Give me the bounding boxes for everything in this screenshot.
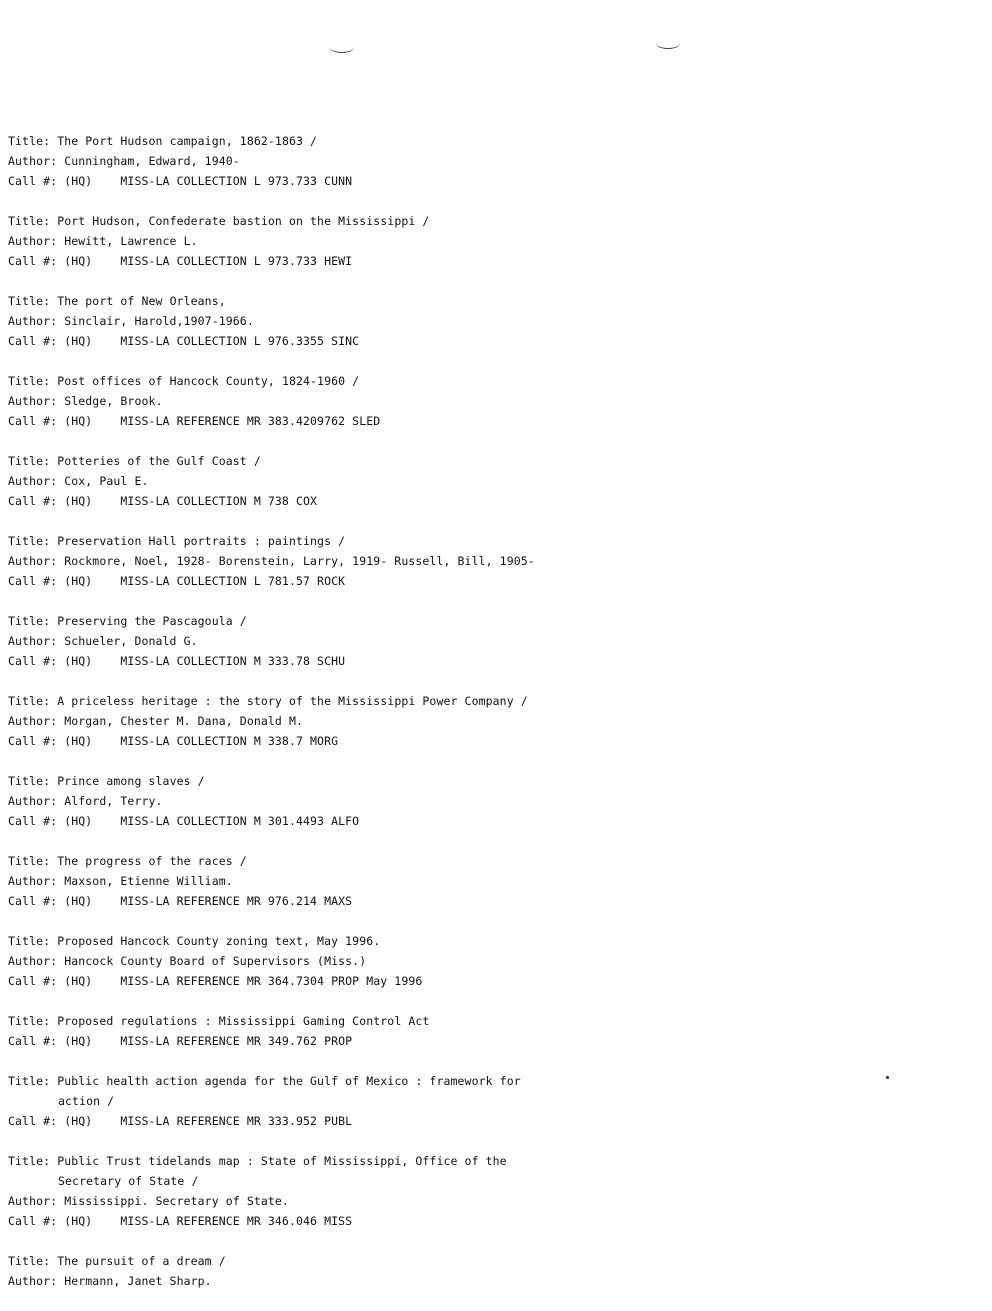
record-call-number-line — [8, 891, 968, 911]
record-title-line — [8, 691, 968, 711]
record-title-line — [8, 851, 968, 871]
record-title-line — [8, 131, 968, 151]
catalog-record — [8, 931, 968, 991]
call-number-label: Call #: — [8, 334, 58, 348]
record-author: Cox, Paul E. — [64, 474, 149, 488]
record-call-number-line — [8, 1111, 968, 1131]
record-call-number-line — [8, 571, 968, 591]
record-title: The port of New Orleans, — [57, 294, 226, 308]
record-author-line — [8, 711, 968, 731]
record-title-line — [8, 211, 968, 231]
title-label: Title: — [8, 774, 51, 788]
author-label: Author: — [8, 794, 58, 808]
title-label: Title: — [8, 1154, 51, 1168]
author-label: Author: — [8, 554, 58, 568]
record-call-number: (HQ) MISS-LA REFERENCE MR 383.4209762 SLED — [64, 414, 381, 428]
record-author: Maxson, Etienne William. — [64, 874, 233, 888]
catalog-record — [8, 691, 968, 751]
author-label: Author: — [8, 1194, 58, 1208]
record-author-line — [8, 311, 968, 331]
record-call-number: (HQ) MISS-LA COLLECTION L 781.57 ROCK — [64, 574, 346, 588]
title-label: Title: — [8, 1254, 51, 1268]
title-label: Title: — [8, 934, 51, 948]
record-title-line — [8, 291, 968, 311]
catalog-record — [8, 1251, 968, 1291]
record-call-number-line — [8, 171, 968, 191]
record-title-line — [8, 931, 968, 951]
title-label: Title: — [8, 294, 51, 308]
record-title-line — [8, 611, 968, 631]
record-author-line — [8, 1271, 968, 1291]
record-title-line — [8, 371, 968, 391]
catalog-record — [8, 1071, 968, 1131]
record-author-line — [8, 151, 968, 171]
record-title: Proposed Hancock County zoning text, May 1996. — [57, 934, 381, 948]
record-author: Sledge, Brook. — [64, 394, 163, 408]
record-author-line — [8, 871, 968, 891]
catalog-record — [8, 851, 968, 911]
catalog-record — [8, 531, 968, 591]
record-call-number-line — [8, 971, 968, 991]
title-label: Title: — [8, 374, 51, 388]
record-call-number-line — [8, 491, 968, 511]
author-label: Author: — [8, 314, 58, 328]
record-call-number: (HQ) MISS-LA COLLECTION L 973.733 CUNN — [64, 174, 353, 188]
record-author-line — [8, 631, 968, 651]
record-title: Preserving the Pascagoula / — [57, 614, 247, 628]
record-author-line — [8, 1191, 968, 1211]
record-call-number-line — [8, 1031, 968, 1051]
title-label: Title: — [8, 134, 51, 148]
record-title: Public health action agenda for the Gulf of Mexico : framework for — [57, 1074, 521, 1088]
record-title-line — [8, 1251, 968, 1271]
record-author: Mississippi. Secretary of State. — [64, 1194, 289, 1208]
call-number-label: Call #: — [8, 974, 58, 988]
record-author: Hancock County Board of Supervisors (Miss.) — [64, 954, 367, 968]
catalog-record — [8, 451, 968, 511]
record-author-line — [8, 471, 968, 491]
call-number-label: Call #: — [8, 814, 58, 828]
punch-hole-mark-left — [330, 42, 354, 53]
record-title: Proposed regulations : Mississippi Gaming Control Act — [57, 1014, 430, 1028]
record-author: Hewitt, Lawrence L. — [64, 234, 198, 248]
author-label: Author: — [8, 394, 58, 408]
record-call-number: (HQ) MISS-LA REFERENCE MR 976.214 MAXS — [64, 894, 353, 908]
record-title: Preservation Hall portraits : paintings / — [57, 534, 346, 548]
author-label: Author: — [8, 154, 58, 168]
title-label: Title: — [8, 1014, 51, 1028]
call-number-label: Call #: — [8, 1114, 58, 1128]
record-call-number: (HQ) MISS-LA COLLECTION M 738 COX — [64, 494, 318, 508]
record-author: Rockmore, Noel, 1928- Borenstein, Larry, 1919- Russell, Bill, 1905- — [64, 554, 535, 568]
record-call-number-line — [8, 1211, 968, 1231]
record-call-number-line — [8, 651, 968, 671]
call-number-label: Call #: — [8, 1034, 58, 1048]
record-title-line — [8, 771, 968, 791]
record-author: Hermann, Janet Sharp. — [64, 1274, 212, 1288]
catalog-record — [8, 371, 968, 431]
record-author-line — [8, 231, 968, 251]
record-call-number-line — [8, 731, 968, 751]
record-call-number: (HQ) MISS-LA COLLECTION L 976.3355 SINC — [64, 334, 360, 348]
record-call-number: (HQ) MISS-LA COLLECTION M 338.7 MORG — [64, 734, 339, 748]
record-title-line — [8, 1011, 968, 1031]
record-title: Prince among slaves / — [57, 774, 205, 788]
call-number-label: Call #: — [8, 494, 58, 508]
record-author: Cunningham, Edward, 1940- — [64, 154, 240, 168]
record-call-number: (HQ) MISS-LA REFERENCE MR 333.952 PUBL — [64, 1114, 353, 1128]
record-author: Schueler, Donald G. — [64, 634, 198, 648]
record-title: A priceless heritage : the story of the Mississippi Power Company / — [57, 694, 528, 708]
catalog-record — [8, 211, 968, 271]
call-number-label: Call #: — [8, 734, 58, 748]
record-title: action / — [58, 1094, 115, 1108]
call-number-label: Call #: — [8, 174, 58, 188]
record-title: Public Trust tidelands map : State of Mississippi, Office of the — [57, 1154, 507, 1168]
record-title-line — [8, 1151, 968, 1171]
title-label: Title: — [8, 534, 51, 548]
record-title: The pursuit of a dream / — [57, 1254, 226, 1268]
record-title: Post offices of Hancock County, 1824-1960 / — [57, 374, 360, 388]
author-label: Author: — [8, 234, 58, 248]
record-title-line — [8, 531, 968, 551]
record-call-number: (HQ) MISS-LA REFERENCE MR 346.046 MISS — [64, 1214, 353, 1228]
call-number-label: Call #: — [8, 1214, 58, 1228]
record-title-line — [8, 1071, 968, 1091]
record-author: Alford, Terry. — [64, 794, 163, 808]
record-call-number: (HQ) MISS-LA COLLECTION M 301.4493 ALFO — [64, 814, 360, 828]
title-label: Title: — [8, 454, 51, 468]
author-label: Author: — [8, 474, 58, 488]
call-number-label: Call #: — [8, 894, 58, 908]
catalog-record — [8, 1011, 968, 1051]
record-author: Morgan, Chester M. Dana, Donald M. — [64, 714, 304, 728]
record-title: The progress of the races / — [57, 854, 247, 868]
record-author-line — [8, 791, 968, 811]
catalog-record — [8, 131, 968, 191]
record-call-number: (HQ) MISS-LA REFERENCE MR 349.762 PROP — [64, 1034, 353, 1048]
title-label: Title: — [8, 614, 51, 628]
title-label: Title: — [8, 694, 51, 708]
call-number-label: Call #: — [8, 414, 58, 428]
record-call-number-line — [8, 331, 968, 351]
record-call-number-line — [8, 251, 968, 271]
record-title: Secretary of State / — [58, 1174, 199, 1188]
record-author-line — [8, 391, 968, 411]
catalog-record-list — [8, 131, 968, 1311]
call-number-label: Call #: — [8, 654, 58, 668]
author-label: Author: — [8, 874, 58, 888]
punch-hole-mark-right — [656, 38, 680, 49]
call-number-label: Call #: — [8, 574, 58, 588]
record-call-number: (HQ) MISS-LA COLLECTION L 973.733 HEWI — [64, 254, 353, 268]
record-title: The Port Hudson campaign, 1862-1863 / — [57, 134, 318, 148]
record-title-continuation — [8, 1091, 968, 1111]
catalog-record — [8, 1151, 968, 1231]
record-call-number-line — [8, 811, 968, 831]
record-author-line — [8, 551, 968, 571]
record-call-number-line — [8, 411, 968, 431]
record-title-continuation — [8, 1171, 968, 1191]
catalog-record — [8, 291, 968, 351]
record-title-line — [8, 451, 968, 471]
record-title: Potteries of the Gulf Coast / — [57, 454, 261, 468]
author-label: Author: — [8, 1274, 58, 1288]
call-number-label: Call #: — [8, 254, 58, 268]
record-title: Port Hudson, Confederate bastion on the Mississippi / — [57, 214, 430, 228]
author-label: Author: — [8, 954, 58, 968]
author-label: Author: — [8, 634, 58, 648]
title-label: Title: — [8, 214, 51, 228]
record-call-number: (HQ) MISS-LA REFERENCE MR 364.7304 PROP May 1996 — [64, 974, 423, 988]
record-call-number: (HQ) MISS-LA COLLECTION M 333.78 SCHU — [64, 654, 346, 668]
record-author-line — [8, 951, 968, 971]
title-label: Title: — [8, 1074, 51, 1088]
title-label: Title: — [8, 854, 51, 868]
catalog-record — [8, 771, 968, 831]
catalog-record — [8, 611, 968, 671]
record-author: Sinclair, Harold,1907-1966. — [64, 314, 254, 328]
author-label: Author: — [8, 714, 58, 728]
